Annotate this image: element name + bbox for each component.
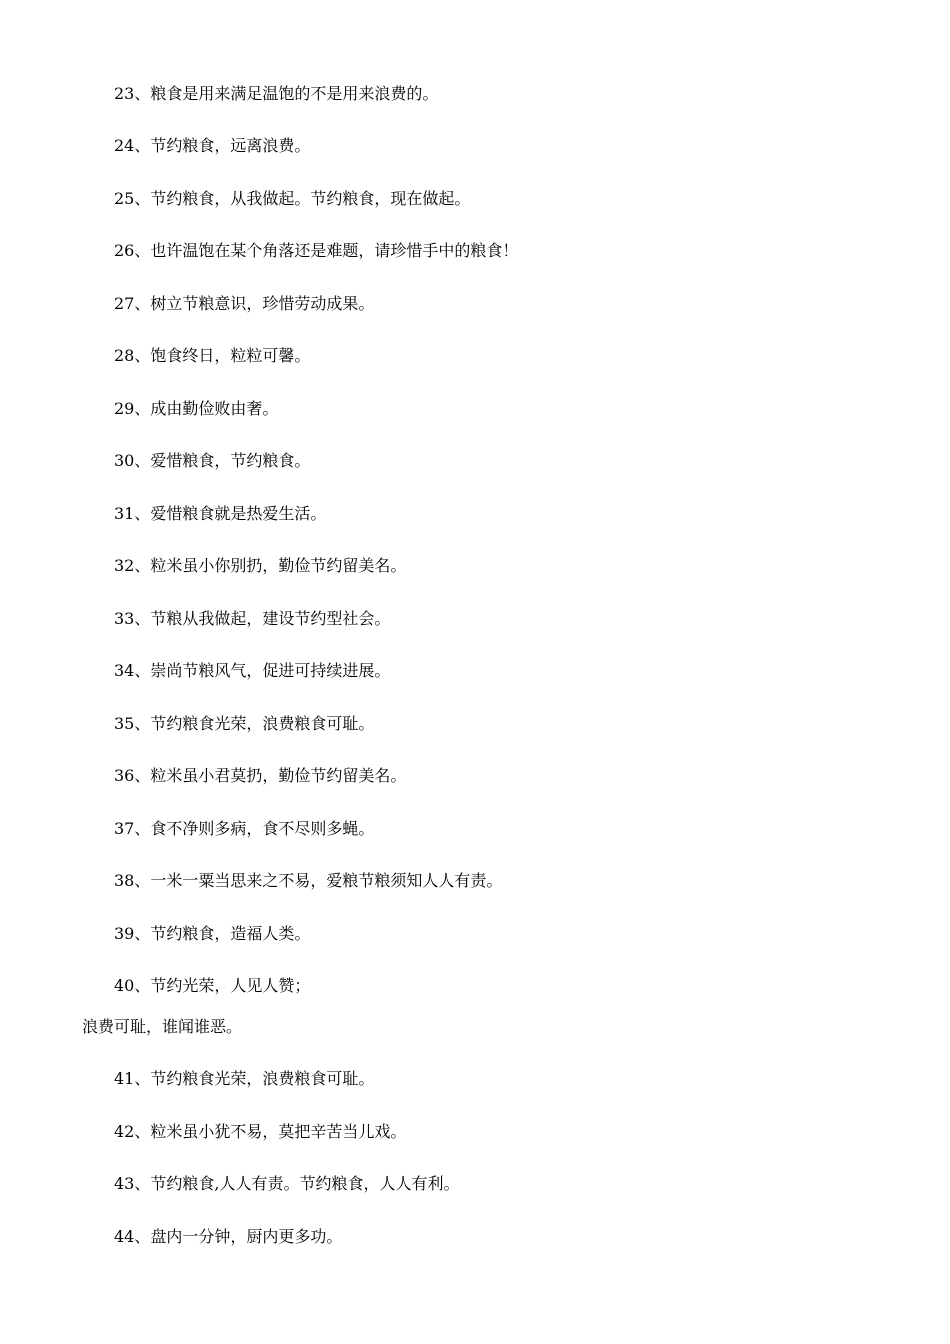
slogan-23: 23、粮食是用来满足温饱的不是用来浪费的。 bbox=[114, 84, 439, 103]
slogan-29: 29、成由勤俭败由奢。 bbox=[114, 399, 279, 418]
slogan-44: 44、盘内一分钟，厨内更多功。 bbox=[114, 1227, 343, 1246]
slogan-26: 26、也许温饱在某个角落还是难题，请珍惜手中的粮食！ bbox=[114, 241, 519, 260]
slogan-43: 43、节约粮食,人人有责。节约粮食，人人有利。 bbox=[114, 1174, 460, 1193]
slogan-34: 34、崇尚节粮风气，促进可持续进展。 bbox=[114, 661, 391, 680]
slogan-41: 41、节约粮食光荣，浪费粮食可耻。 bbox=[114, 1069, 375, 1088]
slogan-25: 25、节约粮食，从我做起。节约粮食，现在做起。 bbox=[114, 189, 471, 208]
slogan-38: 38、一米一粟当思来之不易，爱粮节粮须知人人有责。 bbox=[114, 871, 503, 890]
slogan-30: 30、爱惜粮食，节约粮食。 bbox=[114, 451, 311, 470]
slogan-28: 28、饱食终日，粒粒可馨。 bbox=[114, 346, 311, 365]
slogan-40-continuation: 浪费可耻，谁闻谁恶。 bbox=[82, 1017, 243, 1036]
slogan-35: 35、节约粮食光荣，浪费粮食可耻。 bbox=[114, 714, 375, 733]
slogan-42: 42、粒米虽小犹不易，莫把辛苦当儿戏。 bbox=[114, 1122, 407, 1141]
slogan-39: 39、节约粮食，造福人类。 bbox=[114, 924, 311, 943]
slogan-24: 24、节约粮食，远离浪费。 bbox=[114, 136, 311, 155]
slogan-36: 36、粒米虽小君莫扔，勤俭节约留美名。 bbox=[114, 766, 407, 785]
slogan-33: 33、节粮从我做起，建设节约型社会。 bbox=[114, 609, 391, 628]
slogan-37: 37、食不净则多病，食不尽则多蝇。 bbox=[114, 819, 375, 838]
slogan-27: 27、树立节粮意识，珍惜劳动成果。 bbox=[114, 294, 375, 313]
slogan-40: 40、节约光荣，人见人赞； bbox=[114, 976, 311, 995]
slogan-31: 31、爱惜粮食就是热爱生活。 bbox=[114, 504, 327, 523]
slogan-32: 32、粒米虽小你别扔，勤俭节约留美名。 bbox=[114, 556, 407, 575]
